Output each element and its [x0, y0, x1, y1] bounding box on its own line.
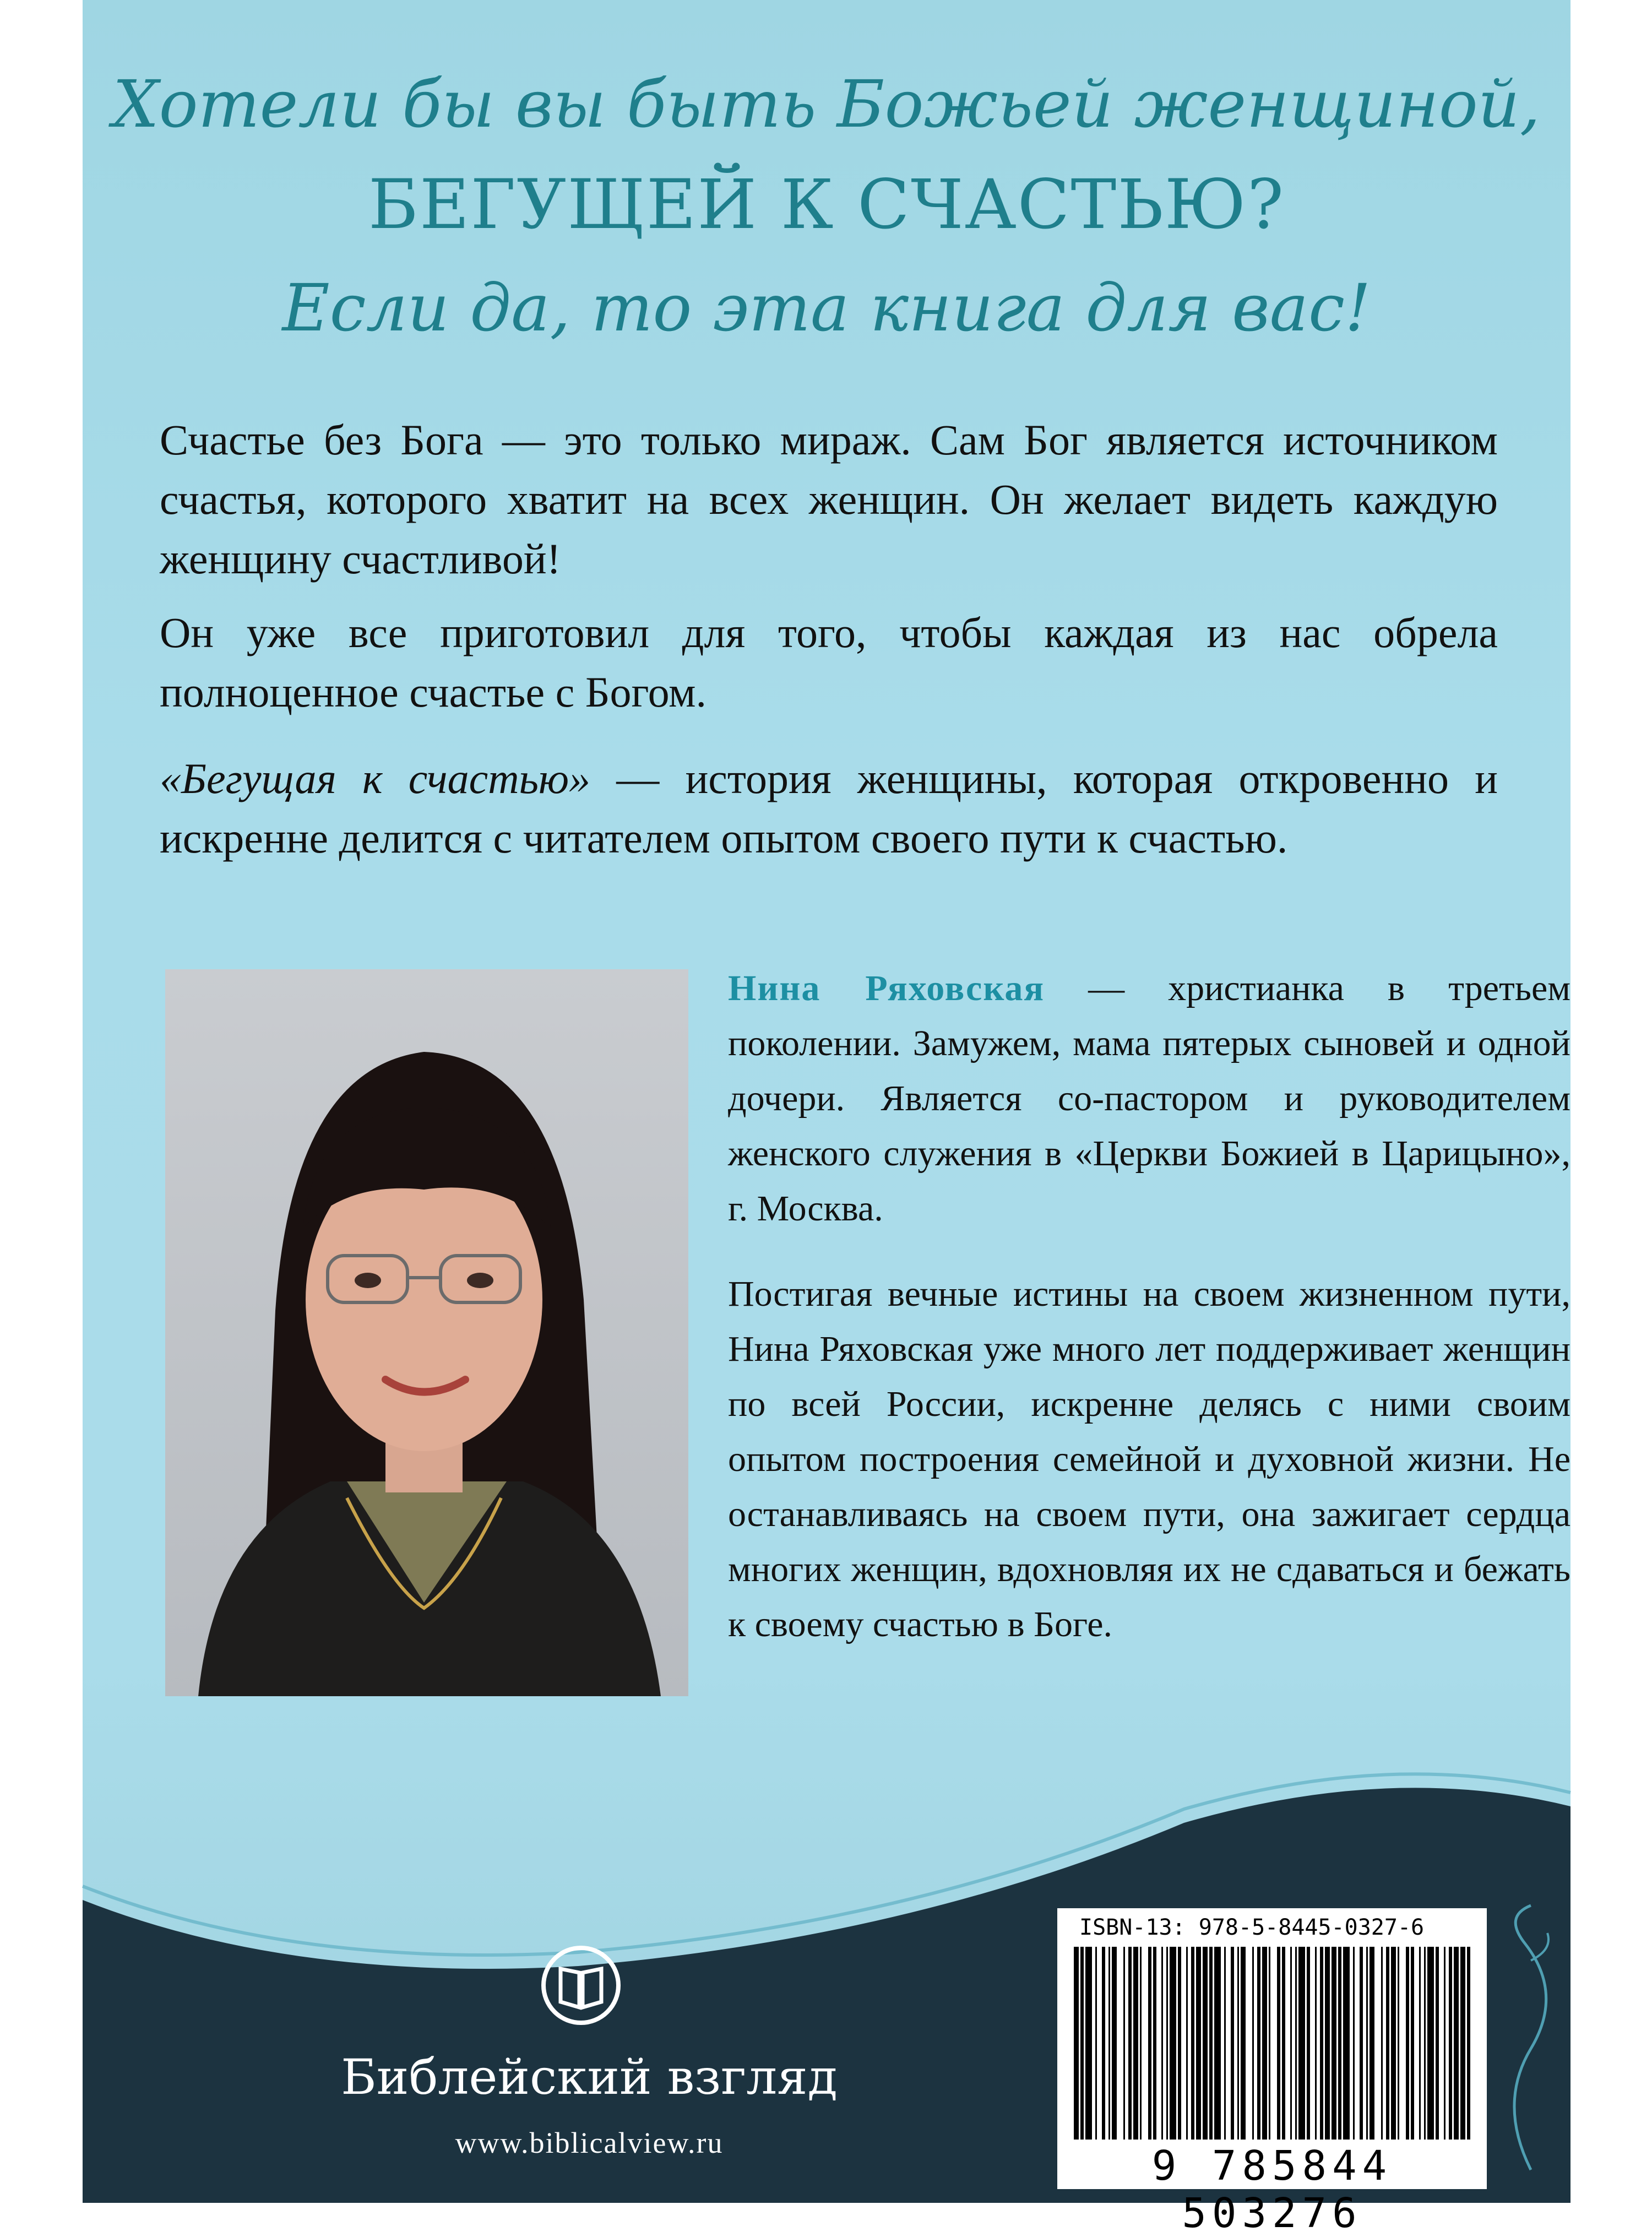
description-paragraph-3 [160, 749, 1498, 868]
description-paragraph-2: Он уже все приготовил для того, чтобы каждая из нас обрела полноценное счастье с Богом. [160, 609, 1498, 716]
tagline-line-2: БЕГУЩЕЙ К СЧАСТЬЮ? [368, 165, 1285, 245]
author-photo [165, 969, 688, 1696]
author-bio-paragraph-1-text: — христианка в третьем поколении. Замужем, мама пятерых сыновей и одной дочери. Является со-пастором и руководителем женского служения в «Церкви Божией в Царицыно», г. Москва. [728, 968, 1571, 1229]
author-bio-paragraph-1 [728, 961, 1571, 1236]
publisher-url: www.biblicalview.ru [455, 2126, 724, 2159]
description-paragraph-3-text: — история женщины, которая откровенно и искренне делится с читателем опытом своего пути к счастью. [160, 754, 1498, 862]
publisher-name: Библейский взгляд [341, 2049, 838, 2105]
author-name: Нина Ряховская [728, 968, 1045, 1008]
barcode-digits: 9 785844 503276 [1151, 2142, 1393, 2237]
book-back-cover [83, 0, 1571, 2237]
open-book-circle-icon [540, 1944, 622, 2027]
author-bio-paragraph-2: Постигая вечные истины на своем жизненном пути, Нина Ряховская уже много лет поддерживает женщин по всей России, искренне делясь с ними своим опытом построения семейной и духовной жизни. Не останавливаясь на своем пути, она зажигает сердца многих женщин, вдохновляя их не сдаваться и бежать к своему счастью в Боге. [728, 1274, 1571, 1644]
decorative-swirl-icon [1492, 1894, 1569, 2181]
isbn-label: ISBN-13: 978-5-8445-0327-6 [1079, 1915, 1425, 1940]
barcode-bars [1074, 1947, 1470, 2140]
isbn-barcode [1057, 1908, 1487, 2237]
description-paragraph-1: Счастье без Бога — это только мираж. Сам Бог является источником счастья, которого хватит на всех женщин. Он желает видеть каждую женщину счастливой! [160, 416, 1498, 583]
tagline-line-1: Хотели бы вы быть Божьей женщиной, [112, 66, 1541, 142]
book-title-quote: «Бегущая к счастью» [160, 754, 591, 802]
author-portrait-icon [165, 969, 688, 1696]
tagline-line-3: Если да, то эта книга для вас! [282, 270, 1371, 346]
